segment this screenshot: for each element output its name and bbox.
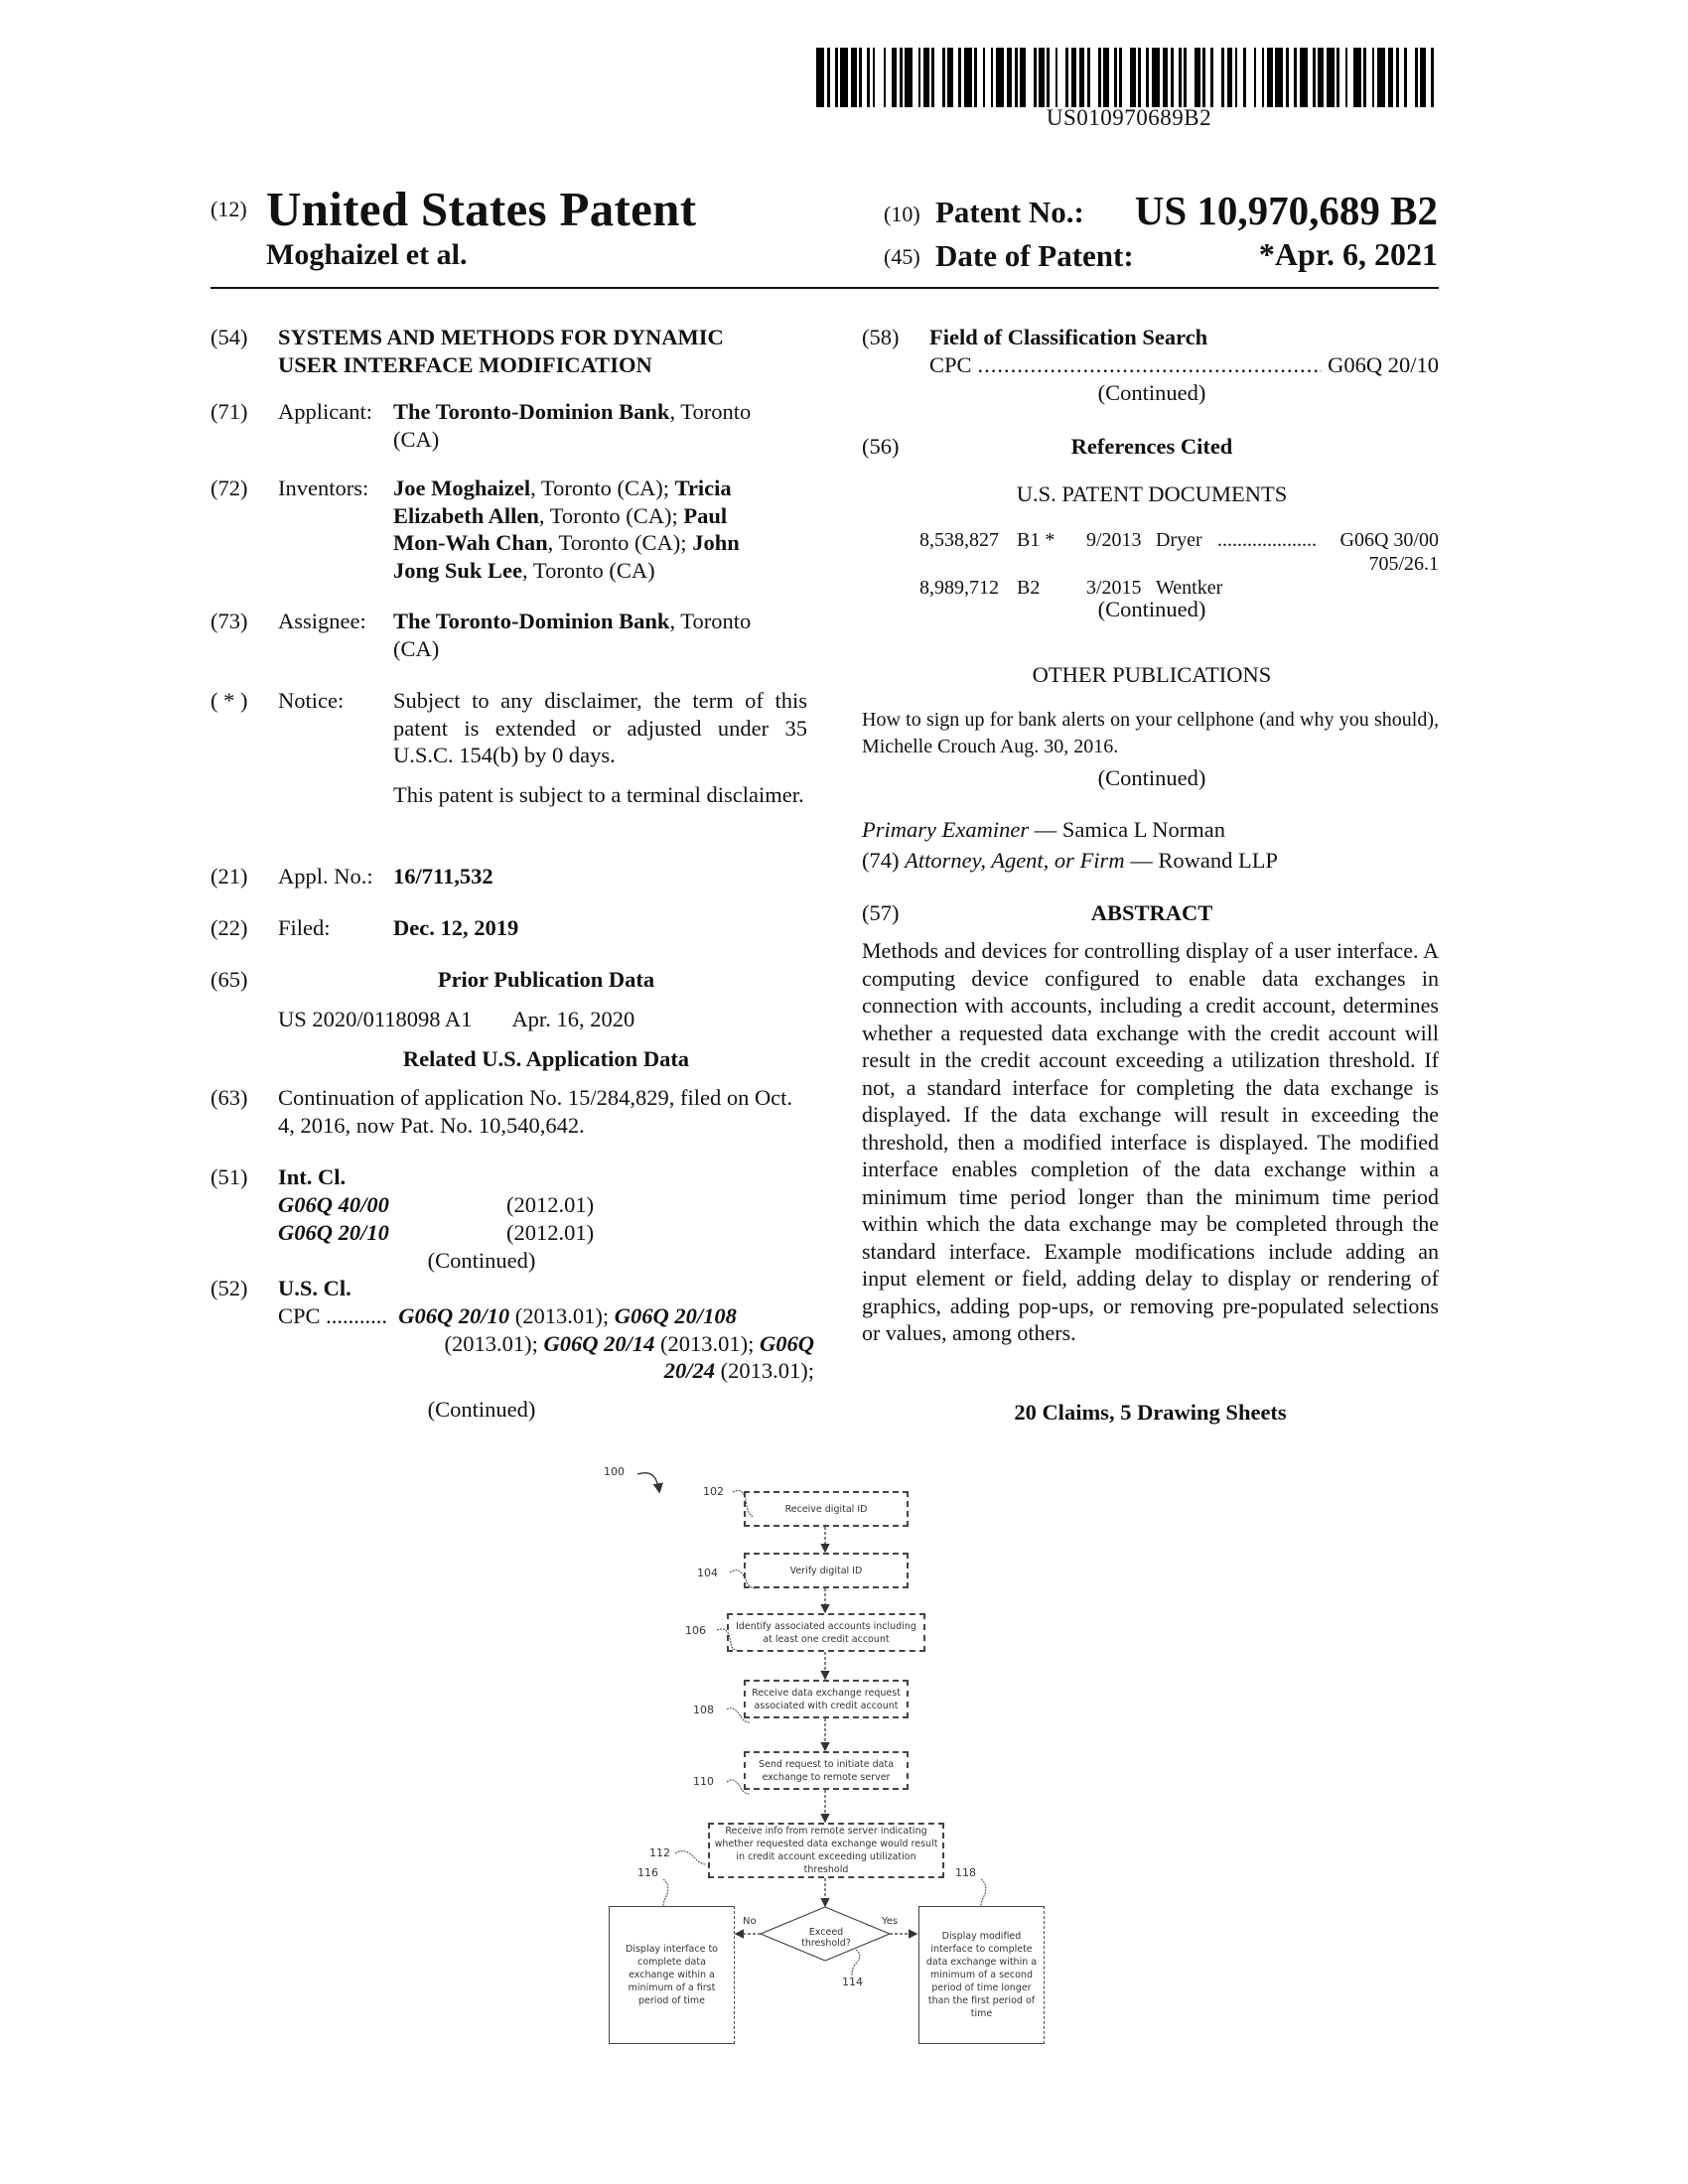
- barcode-bar: [1090, 48, 1098, 107]
- patent-number: US 10,970,689 B2: [1135, 187, 1438, 234]
- claims-and-sheets: 20 Claims, 5 Drawing Sheets: [862, 1399, 1439, 1427]
- inid-code-71: (71): [211, 398, 248, 426]
- us-cl-heading: U.S. Cl.: [278, 1275, 352, 1302]
- barcode-bar: [1057, 48, 1065, 107]
- yes-label: Yes: [882, 1916, 898, 1927]
- publication-number: US 2020/0118098 A1: [278, 1007, 472, 1031]
- applicant-location: , Toronto: [669, 399, 751, 424]
- assignee-name: The Toronto-Dominion Bank: [393, 609, 669, 633]
- invention-title-line-1: SYSTEMS AND METHODS FOR DYNAMIC: [278, 324, 724, 351]
- examiner-name: Samica L Norman: [1062, 817, 1225, 842]
- barcode-bar: [1434, 48, 1442, 107]
- barcode-bar: [816, 48, 824, 107]
- cpc-label: CPC: [278, 1303, 321, 1328]
- inventor-name: Elizabeth Allen: [393, 503, 539, 528]
- barcode-bar: [1246, 48, 1254, 107]
- reference-class: 705/26.1: [1368, 552, 1439, 576]
- step-box-identify-accounts: Identify associated accounts including at least one credit account: [727, 1613, 925, 1652]
- cpc-version: (2013.01);: [715, 1358, 814, 1383]
- classification-code: G06Q 40/00: [278, 1191, 506, 1219]
- cpc-version: (2013.01);: [445, 1331, 544, 1356]
- inid-code-52: (52): [211, 1275, 248, 1302]
- reference-list: [862, 528, 1439, 600]
- step-box-receive-digital-id: Receive digital ID: [744, 1491, 909, 1527]
- cpc-code: G06Q: [760, 1331, 814, 1356]
- inid-code-72: (72): [211, 475, 248, 502]
- invention-title: [278, 324, 724, 378]
- references-heading: References Cited: [929, 433, 1374, 461]
- inid-code-45: (45): [884, 244, 920, 270]
- cpc-version: (2013.01);: [654, 1331, 760, 1356]
- leader-line-112: [675, 1851, 706, 1864]
- leader-line-116: [663, 1879, 668, 1906]
- leader-line-114: [852, 1950, 860, 1976]
- reference-row: [862, 528, 1439, 552]
- application-number: 16/711,532: [393, 863, 814, 890]
- us-patent-documents-heading: U.S. PATENT DOCUMENTS: [929, 480, 1374, 508]
- applicant-name: The Toronto-Dominion Bank: [393, 399, 669, 424]
- barcode-number: US010970689B2: [816, 105, 1442, 131]
- inid-code-12: (12): [211, 197, 247, 222]
- inventor-location: , Toronto (CA);: [539, 503, 684, 528]
- field-of-search-cpc: [929, 351, 1439, 379]
- applicant-country: (CA): [393, 427, 439, 452]
- inventor-name: Joe Moghaizel: [393, 476, 530, 500]
- applicant-label: Applicant:: [278, 398, 372, 426]
- us-cl-cpc: [278, 1302, 814, 1385]
- step-box-verify-digital-id: Verify digital ID: [744, 1553, 909, 1588]
- barcode-bar: [1407, 48, 1415, 107]
- cpc-label: CPC: [929, 351, 972, 379]
- inid-code-21: (21): [211, 863, 248, 890]
- step-box-standard-interface: Display interface to complete data exchange within a minimum of a first period of time: [609, 1906, 735, 2044]
- inid-code-22: (22): [211, 914, 248, 942]
- reference-number: 8,538,827: [919, 528, 999, 552]
- inid-code-10: (10): [884, 202, 920, 227]
- reference-date: 3/2015: [1086, 576, 1142, 600]
- flowchart-figure: [586, 1449, 1082, 2055]
- barcode: [816, 48, 1442, 107]
- barcode-bar: [1353, 48, 1361, 107]
- publication-date: Apr. 16, 2020: [511, 1007, 634, 1031]
- inid-code-notice: ( * ): [211, 687, 248, 715]
- barcode-bar: [996, 48, 1004, 107]
- date-of-patent-label: Date of Patent:: [935, 238, 1134, 274]
- cpc-code: G06Q 20/10: [398, 1303, 509, 1328]
- inid-code-56: (56): [862, 433, 900, 461]
- dash: —: [1125, 848, 1159, 873]
- reference-row-sub: [862, 552, 1439, 576]
- step-ref-116: 116: [637, 1866, 658, 1879]
- reference-date: 9/2013: [1086, 528, 1142, 552]
- assignee-value: [393, 608, 814, 662]
- int-cl-row: [278, 1191, 814, 1219]
- dot-leader: ......................................................: [978, 351, 1323, 379]
- invention-title-line-2: USER INTERFACE MODIFICATION: [278, 351, 724, 379]
- other-publications-heading: OTHER PUBLICATIONS: [929, 661, 1374, 689]
- barcode-bar: [1187, 48, 1195, 107]
- attorney-name: Rowand LLP: [1158, 848, 1278, 873]
- application-number-label: Appl. No.:: [278, 863, 373, 890]
- figure-ref-arrow: [637, 1473, 659, 1491]
- related-application-heading: Related U.S. Application Data: [278, 1045, 814, 1073]
- barcode-bar: [905, 48, 913, 107]
- reference-number: 8,989,712: [919, 576, 999, 600]
- cpc-version: (2013.01);: [509, 1303, 615, 1328]
- step-ref-118: 118: [955, 1866, 976, 1879]
- first-inventor-et-al: Moghaizel et al.: [266, 238, 467, 272]
- inid-code-63: (63): [211, 1084, 248, 1112]
- inventor-location: , Toronto (CA): [522, 558, 655, 583]
- dot-leader: ....................: [1217, 528, 1317, 552]
- step-ref-102: 102: [703, 1485, 724, 1498]
- inid-code-57: (57): [862, 899, 900, 927]
- barcode-bar: [875, 48, 883, 107]
- other-publication-citation: How to sign up for bank alerts on your cellphone (and why you should), Michelle Crouch Aug. 30, 2016.: [862, 707, 1439, 760]
- notice-text: Subject to any disclaimer, the term of this patent is extended or adjusted under 35 U.S.C. 154(b) by 0 days.: [393, 687, 807, 769]
- barcode-bar: [1327, 48, 1335, 107]
- cpc-code: G06Q 20/108: [615, 1303, 737, 1328]
- document-type-title: United States Patent: [266, 181, 696, 237]
- int-cl-continued: (Continued): [278, 1247, 685, 1275]
- header-divider: [211, 287, 1439, 289]
- step-ref-104: 104: [697, 1567, 718, 1579]
- step-ref-110: 110: [693, 1775, 714, 1788]
- cpc-code: G06Q 20/14: [544, 1331, 655, 1356]
- filing-date: Dec. 12, 2019: [393, 914, 814, 942]
- inventors-label: Inventors:: [278, 475, 368, 502]
- inventor-name: Paul: [683, 503, 727, 528]
- filed-label: Filed:: [278, 914, 331, 942]
- step-box-receive-request: Receive data exchange request associated with credit account: [744, 1680, 909, 1718]
- classification-code: G06Q 20/10: [278, 1219, 506, 1247]
- inventor-location: , Toronto (CA);: [530, 476, 675, 500]
- step-box-send-request: Send request to initiate data exchange to remote server: [744, 1751, 909, 1790]
- examiner-label: Primary Examiner: [862, 817, 1029, 842]
- reference-name: Dryer: [1156, 528, 1202, 552]
- assignee-label: Assignee:: [278, 608, 366, 635]
- dot-leader: ...........: [326, 1303, 387, 1328]
- figure-reference-number: 100: [604, 1465, 625, 1478]
- references-continued: (Continued): [929, 596, 1374, 623]
- barcode-bar: [1275, 48, 1283, 107]
- inid-code-51: (51): [211, 1163, 248, 1191]
- barcode-bar: [840, 48, 848, 107]
- int-cl-heading: Int. Cl.: [278, 1163, 346, 1191]
- field-of-search-continued: (Continued): [929, 379, 1374, 407]
- no-label: No: [743, 1916, 757, 1927]
- inventor-name: Jong Suk Lee: [393, 558, 522, 583]
- inid-code-58: (58): [862, 324, 900, 351]
- continuation-text: Continuation of application No. 15/284,829, filed on Oct. 4, 2016, now Pat. No. 10,540,642.: [278, 1084, 814, 1139]
- barcode-bar: [1122, 48, 1130, 107]
- attorney-label: Attorney, Agent, or Firm: [905, 848, 1124, 873]
- int-cl-list: [278, 1191, 814, 1246]
- prior-publication-heading: Prior Publication Data: [278, 966, 814, 994]
- step-ref-112: 112: [649, 1846, 670, 1859]
- prior-publication-row: [278, 1006, 634, 1033]
- barcode-bar: [1213, 48, 1221, 107]
- reference-kind: B2: [1017, 576, 1040, 600]
- terminal-disclaimer-text: This patent is subject to a terminal disclaimer.: [393, 781, 807, 809]
- inventor-name: Mon-Wah Chan: [393, 530, 548, 555]
- dash: —: [1029, 817, 1062, 842]
- leader-line-118: [981, 1879, 986, 1906]
- inid-code-65: (65): [211, 966, 248, 994]
- cpc-code: 20/24: [664, 1358, 715, 1383]
- inid-code-73: (73): [211, 608, 248, 635]
- inventor-location: , Toronto (CA);: [548, 530, 693, 555]
- us-cl-continued: (Continued): [278, 1396, 685, 1424]
- assignee-location: , Toronto: [669, 609, 751, 633]
- field-of-search-heading: Field of Classification Search: [929, 324, 1207, 351]
- barcode-bar: [1300, 48, 1308, 107]
- reference-class: G06Q 30/00: [1340, 528, 1439, 552]
- patent-number-label: Patent No.:: [935, 195, 1084, 230]
- cpc-code: G06Q 20/10: [1328, 351, 1439, 379]
- int-cl-row: [278, 1219, 814, 1247]
- decision-ref-114: 114: [842, 1976, 863, 1988]
- barcode-bar: [964, 48, 972, 107]
- inid-code-74: (74): [862, 848, 900, 873]
- classification-version: (2012.01): [506, 1220, 594, 1245]
- examiner-line: [862, 816, 1439, 844]
- date-of-patent: *Apr. 6, 2021: [1259, 236, 1438, 273]
- step-box-modified-interface: Display modified interface to complete data exchange within a minimum of a second period of time longer than the first period of time: [918, 1906, 1045, 2044]
- inventor-name: John: [692, 530, 740, 555]
- other-publications-continued: (Continued): [929, 764, 1374, 792]
- notice-value: [393, 687, 807, 808]
- notice-label: Notice:: [278, 687, 344, 715]
- step-ref-108: 108: [693, 1704, 714, 1716]
- inid-code-54: (54): [211, 324, 248, 351]
- decision-text: Exceed threshold?: [796, 1927, 856, 1949]
- barcode-bar: [1152, 48, 1160, 107]
- barcode-bar: [1377, 48, 1385, 107]
- assignee-country: (CA): [393, 636, 439, 661]
- attorney-line: [862, 847, 1439, 875]
- reference-name: Wentker: [1156, 576, 1222, 600]
- abstract-heading: ABSTRACT: [929, 899, 1374, 927]
- barcode-bar: [934, 48, 942, 107]
- abstract-text: Methods and devices for controlling display of a user interface. A computing device configured to enable data exchanges in connection with accounts, including a credit account, determines whether a requested data exchange with the credit account will result in the credit account exceeding a utilization threshold. If not, a standard interface for completing the data exchange is displayed. If the data exchange will result in exceeding the threshold, then a modified interface is displayed. The modified interface enables completion of the data exchange within a minimum time period longer than the minimum time period within which the data exchange may be completed through the standard interface. Example modifications include adding an input element or field, adding delay to display or rendering of graphics, adding pop-ups, or removing pre-populated selections or values, among others.: [862, 937, 1439, 1347]
- step-box-receive-info: Receive info from remote server indicating whether requested data exchange would result in credit account exceeding utilization threshold: [708, 1823, 944, 1878]
- classification-version: (2012.01): [506, 1192, 594, 1217]
- inventor-name: Tricia: [675, 476, 732, 500]
- barcode-bar: [1026, 48, 1034, 107]
- reference-kind: B1 *: [1017, 528, 1055, 552]
- applicant-value: [393, 398, 814, 453]
- inventors-value: [393, 475, 814, 584]
- step-ref-106: 106: [685, 1624, 706, 1637]
